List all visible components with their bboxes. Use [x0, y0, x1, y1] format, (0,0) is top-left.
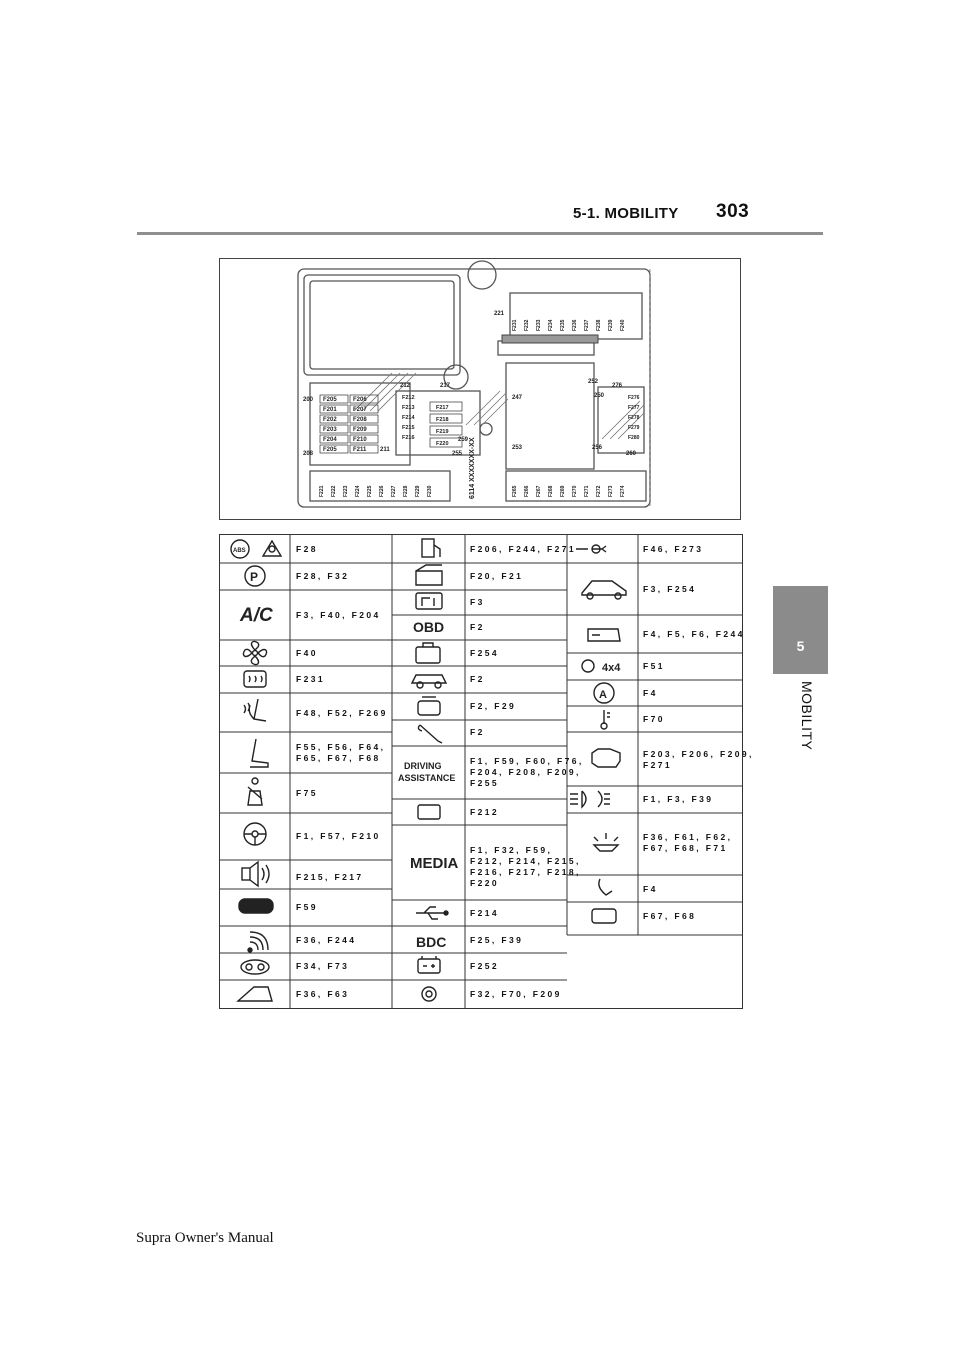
svg-text:221: 221: [494, 311, 505, 317]
roof-icon: [238, 987, 272, 1001]
parking-brake-icon: [245, 566, 265, 586]
section-title: 5-1. MOBILITY: [573, 205, 679, 222]
battery-icon: [418, 956, 440, 973]
phone-icon: [599, 879, 612, 895]
svg-text:F40: F40: [296, 648, 318, 658]
svg-text:F254: F254: [470, 648, 499, 658]
svg-text:F269: F269: [560, 485, 566, 497]
engine-check-icon: [592, 749, 620, 767]
svg-text:F4: F4: [643, 884, 658, 894]
svg-text:F219: F219: [436, 429, 449, 435]
svg-text:252: 252: [588, 379, 599, 385]
svg-text:F233: F233: [536, 319, 542, 331]
svg-text:208: 208: [303, 451, 314, 457]
svg-text:F272: F272: [596, 485, 602, 497]
svg-text:F265: F265: [512, 485, 518, 497]
svg-text:256: 256: [592, 445, 603, 451]
svg-text:F225: F225: [367, 485, 373, 497]
svg-text:F255: F255: [470, 778, 499, 788]
usb-icon: [416, 907, 448, 919]
thermometer-icon: [601, 710, 610, 729]
svg-text:F1, F3, F39: F1, F3, F39: [643, 794, 714, 804]
seat-memory-icon: [416, 593, 442, 609]
svg-text:F2: F2: [470, 727, 485, 737]
svg-text:F214: F214: [402, 415, 415, 421]
svg-text:250: 250: [594, 393, 605, 399]
svg-text:F65, F67, F68: F65, F67, F68: [296, 753, 381, 763]
svg-text:F214: F214: [470, 908, 499, 918]
svg-text:F210: F210: [353, 437, 367, 443]
svg-text:F238: F238: [596, 319, 602, 331]
display-screen-icon: [418, 805, 440, 819]
svg-text:F36, F63: F36, F63: [296, 989, 350, 999]
svg-text:F280: F280: [628, 435, 640, 441]
svg-text:F240: F240: [620, 319, 626, 331]
svg-text:F218: F218: [436, 417, 449, 423]
svg-text:F217: F217: [436, 405, 449, 411]
header-rule: [137, 232, 823, 235]
svg-text:F220: F220: [436, 441, 449, 447]
svg-text:F216: F216: [402, 435, 415, 441]
svg-text:211: 211: [380, 447, 390, 453]
svg-text:6114 XXXXXXX-XX: 6114 XXXXXXX-XX: [469, 437, 476, 499]
svg-text:F229: F229: [415, 485, 421, 497]
svg-text:F4: F4: [643, 688, 658, 698]
car-trunk-icon: [582, 581, 626, 599]
seat-icon: [250, 739, 268, 767]
svg-text:259: 259: [458, 437, 469, 443]
svg-text:F270: F270: [572, 485, 578, 497]
ac-icon: A/C: [240, 605, 273, 626]
svg-text:F204, F208, F209,: F204, F208, F209,: [470, 767, 581, 777]
svg-text:F279: F279: [628, 425, 640, 431]
svg-text:260: 260: [626, 451, 637, 457]
svg-text:F215: F215: [402, 425, 415, 431]
svg-text:F36, F244: F36, F244: [296, 935, 357, 945]
headlights-icon: [570, 791, 610, 807]
door-window-icon: [588, 629, 620, 641]
svg-text:F274: F274: [620, 485, 626, 497]
instrument-cluster-icon: [241, 960, 269, 974]
interior-light-icon: [594, 833, 618, 851]
media-icon: MEDIA: [410, 855, 459, 872]
svg-text:276: 276: [612, 383, 623, 389]
obd-icon: OBD: [413, 619, 445, 635]
svg-text:F34, F73: F34, F73: [296, 961, 350, 971]
svg-text:F271: F271: [643, 760, 672, 770]
bdc-icon: BDC: [416, 934, 447, 950]
svg-text:F75: F75: [296, 788, 318, 798]
svg-text:F202: F202: [323, 417, 337, 423]
fuse-table: [219, 534, 754, 1009]
svg-text:F221: F221: [319, 485, 325, 497]
svg-text:F2: F2: [470, 622, 485, 632]
trailer-hitch-icon: [576, 545, 606, 553]
seat-heating-icon: [244, 699, 266, 721]
svg-text:F206: F206: [353, 397, 367, 403]
abs-warning-icon: [231, 540, 281, 558]
svg-text:F67, F68: F67, F68: [643, 911, 697, 921]
speaker-sound-icon: [242, 862, 269, 886]
svg-text:F276: F276: [628, 395, 640, 401]
svg-text:F203, F206, F209,: F203, F206, F209,: [643, 749, 754, 759]
svg-text:F212: F212: [470, 807, 499, 817]
svg-text:212: 212: [400, 383, 411, 389]
svg-text:F204: F204: [323, 437, 337, 443]
svg-text:F3: F3: [470, 597, 485, 607]
svg-text:F268: F268: [548, 485, 554, 497]
mirror-adjust-icon: [592, 909, 616, 923]
car-seat-camera-icon: [418, 697, 440, 715]
first-aid-box-icon: [416, 643, 440, 663]
svg-text:F209: F209: [353, 427, 367, 433]
svg-text:F28, F32: F28, F32: [296, 571, 350, 581]
svg-text:F234: F234: [548, 319, 554, 331]
svg-text:F216, F217, F218,: F216, F217, F218,: [470, 867, 581, 877]
svg-text:F51: F51: [643, 661, 665, 671]
svg-text:F239: F239: [608, 319, 614, 331]
chapter-tab: 5: [773, 586, 828, 674]
svg-text:F4, F5, F6, F244: F4, F5, F6, F244: [643, 629, 745, 639]
svg-text:F3, F254: F3, F254: [643, 584, 697, 594]
rearview-mirror-icon: [239, 899, 273, 913]
svg-text:F231: F231: [512, 319, 518, 331]
svg-text:F212: F212: [402, 395, 415, 401]
svg-text:F206, F244, F271: F206, F244, F271: [470, 544, 576, 554]
wrench-icon: [418, 725, 442, 743]
svg-text:253: 253: [512, 445, 523, 451]
svg-text:F252: F252: [470, 961, 499, 971]
svg-text:F236: F236: [572, 319, 578, 331]
door-icon: [416, 565, 442, 585]
fuel-pump-icon: [422, 539, 440, 557]
svg-text:ABS: ABS: [233, 548, 246, 554]
svg-text:F230: F230: [427, 485, 433, 497]
svg-text:F205: F205: [323, 447, 337, 453]
fan-icon: [243, 641, 266, 664]
svg-text:F224: F224: [355, 485, 361, 497]
svg-text:F59: F59: [296, 902, 318, 912]
svg-text:F231: F231: [296, 674, 325, 684]
fuse-box-diagram: [219, 258, 741, 520]
gear-settings-icon: [422, 987, 436, 1001]
page-number: 303: [716, 201, 750, 222]
svg-text:F271: F271: [584, 485, 590, 497]
svg-text:F232: F232: [524, 319, 530, 331]
svg-text:F267: F267: [536, 485, 542, 497]
steering-wheel-icon: [244, 823, 266, 845]
svg-text:F220: F220: [470, 878, 499, 888]
svg-text:F226: F226: [379, 485, 385, 497]
sensor-signal-icon: [248, 932, 268, 952]
svg-text:F207: F207: [353, 407, 367, 413]
svg-text:F208: F208: [353, 417, 367, 423]
svg-text:F2, F29: F2, F29: [470, 701, 517, 711]
svg-text:F278: F278: [628, 415, 640, 421]
svg-text:F32, F70, F209: F32, F70, F209: [470, 989, 562, 999]
svg-text:F201: F201: [323, 407, 337, 413]
svg-text:F36, F61, F62,: F36, F61, F62,: [643, 832, 733, 842]
svg-text:F25, F39: F25, F39: [470, 935, 524, 945]
svg-text:F215, F217: F215, F217: [296, 872, 364, 882]
svg-text:217: 217: [440, 383, 451, 389]
svg-text:F67, F68, F71: F67, F68, F71: [643, 843, 728, 853]
seatbelt-icon: [248, 778, 262, 805]
svg-text:F228: F228: [403, 485, 409, 497]
svg-text:F237: F237: [584, 319, 590, 331]
svg-text:ASSISTANCE: ASSISTANCE: [398, 773, 456, 783]
svg-text:255: 255: [452, 451, 463, 457]
manual-title: Supra Owner's Manual: [136, 1230, 274, 1246]
svg-text:F46, F273: F46, F273: [643, 544, 704, 554]
svg-text:F55, F56, F64,: F55, F56, F64,: [296, 742, 386, 752]
svg-text:200: 200: [303, 397, 314, 403]
car-top-icon: [412, 675, 446, 688]
svg-text:A: A: [599, 689, 607, 701]
svg-text:F3, F40, F204: F3, F40, F204: [296, 610, 381, 620]
svg-text:F213: F213: [402, 405, 415, 411]
driving-assistance-icon: DRIVING: [404, 761, 442, 771]
svg-text:4x4: 4x4: [602, 662, 621, 674]
svg-text:F70: F70: [643, 714, 665, 724]
fuse-label: F205: [323, 397, 337, 403]
svg-text:F48, F52, F269: F48, F52, F269: [296, 708, 388, 718]
svg-text:247: 247: [512, 395, 523, 401]
svg-text:F203: F203: [323, 427, 337, 433]
svg-text:F223: F223: [343, 485, 349, 497]
rear-defrost-icon: [244, 671, 266, 687]
svg-text:F1, F32, F59,: F1, F32, F59,: [470, 845, 553, 855]
svg-text:F20, F21: F20, F21: [470, 571, 524, 581]
auto-start-stop-icon: [594, 683, 614, 703]
svg-text:F227: F227: [391, 485, 397, 497]
svg-text:F273: F273: [608, 485, 614, 497]
svg-text:F1, F57, F210: F1, F57, F210: [296, 831, 381, 841]
chapter-label: MOBILITY: [799, 681, 815, 751]
svg-text:F235: F235: [560, 319, 566, 331]
svg-text:F211: F211: [353, 447, 367, 453]
svg-text:F222: F222: [331, 485, 337, 497]
svg-text:F2: F2: [470, 674, 485, 684]
svg-text:F1, F59, F60, F76,: F1, F59, F60, F76,: [470, 756, 584, 766]
svg-text:P: P: [250, 570, 259, 584]
svg-text:F277: F277: [628, 405, 640, 411]
four-wheel-drive-icon: [582, 660, 621, 674]
svg-text:F212, F214, F215,: F212, F214, F215,: [470, 856, 581, 866]
svg-text:F266: F266: [524, 485, 530, 497]
fuse-cell: F28: [296, 544, 318, 554]
